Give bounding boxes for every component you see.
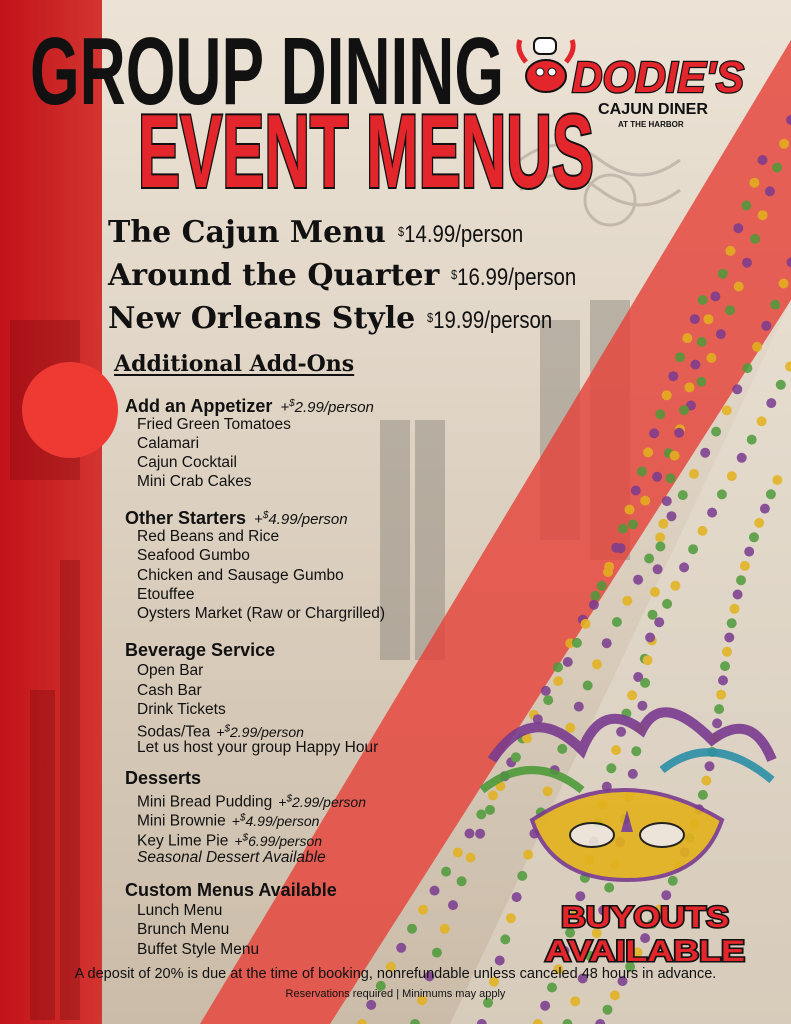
bead	[700, 448, 710, 458]
menu-name: Around the Quarter	[108, 258, 440, 293]
bead	[500, 934, 510, 944]
bead	[720, 661, 730, 671]
bead	[690, 360, 700, 370]
bead	[716, 690, 726, 700]
list-item: Calamari	[137, 435, 200, 452]
bead	[758, 210, 768, 220]
bead	[737, 453, 747, 463]
bead	[670, 581, 680, 591]
list-item: Cajun Cocktail	[137, 454, 237, 471]
item-price: +$6.99/person	[234, 832, 323, 849]
list-item: Lunch Menu	[137, 902, 223, 919]
bead	[675, 352, 685, 362]
section-custom-title: Custom Menus Available	[125, 880, 337, 900]
bead	[654, 617, 664, 627]
bead	[440, 924, 450, 934]
list-item: Mini Bread Pudding +$2.99/person	[137, 793, 366, 811]
list-item: Mini Crab Cakes	[137, 473, 252, 490]
bead	[658, 519, 668, 529]
bead	[640, 678, 650, 688]
section-price: +$4.99/person	[254, 510, 348, 528]
item-price: +$2.99/person	[278, 793, 366, 810]
bead	[779, 139, 789, 149]
bead	[741, 201, 751, 211]
bead	[682, 333, 692, 343]
bead	[655, 542, 665, 552]
logo-tag: AT THE HARBOR	[618, 120, 684, 129]
bead	[662, 599, 672, 609]
list-item: Fried Green Tomatoes	[137, 416, 291, 433]
bead	[727, 618, 737, 628]
section-appetizer-title: Add an Appetizer +$2.99/person	[125, 396, 374, 416]
bead	[750, 234, 760, 244]
bead	[772, 475, 782, 485]
bead	[597, 581, 607, 591]
bead	[744, 547, 754, 557]
bead	[633, 575, 643, 585]
bead	[396, 943, 406, 953]
bead	[643, 447, 653, 457]
bead	[685, 382, 695, 392]
list-item: Key Lime Pie +$6.99/person	[137, 832, 323, 850]
menu-price: $14.99/person	[397, 221, 524, 248]
bead	[698, 526, 708, 536]
bead	[727, 471, 737, 481]
bead	[407, 924, 417, 934]
bead	[448, 900, 458, 910]
bead	[655, 532, 665, 542]
bead	[770, 300, 780, 310]
list-item: Drink Tickets	[137, 701, 226, 718]
bead	[648, 610, 658, 620]
bead	[711, 427, 721, 437]
bead	[776, 380, 786, 390]
bead	[553, 676, 563, 686]
bead	[625, 505, 635, 515]
bead	[724, 633, 734, 643]
bead	[742, 258, 752, 268]
bead	[690, 314, 700, 324]
bead	[563, 657, 573, 667]
bead	[540, 1001, 550, 1011]
bead	[733, 223, 743, 233]
addons-title: Additional Add-Ons	[114, 351, 355, 377]
reservation-notes: Reservations required | Minimums may apply	[285, 988, 506, 1000]
bead	[707, 508, 717, 518]
bead	[670, 451, 680, 461]
bead	[765, 186, 775, 196]
bead	[766, 398, 776, 408]
bead	[689, 469, 699, 479]
bead	[752, 342, 762, 352]
list-item: Seafood Gumbo	[137, 547, 250, 564]
bead	[779, 279, 789, 289]
bead	[655, 409, 665, 419]
bead	[604, 562, 614, 572]
bead	[622, 596, 632, 606]
bead	[430, 886, 440, 896]
bead	[652, 472, 662, 482]
bead	[740, 561, 750, 571]
dodies-logo	[516, 32, 751, 134]
bead	[749, 178, 759, 188]
mardi-gras-mask-icon	[462, 700, 791, 900]
bead	[733, 590, 743, 600]
bead	[662, 496, 672, 506]
bead	[722, 405, 732, 415]
menu-around-quarter	[108, 258, 599, 293]
buyouts-line1: BUYOUTS	[561, 901, 729, 934]
section-beverage-title: Beverage Service	[125, 640, 276, 660]
bead	[706, 353, 716, 363]
bead	[441, 867, 451, 877]
list-item: Sodas/Tea +$2.99/person	[137, 723, 304, 741]
bead	[757, 416, 767, 426]
bead	[650, 587, 660, 597]
bead	[418, 905, 428, 915]
bead	[766, 489, 776, 499]
bead	[506, 913, 516, 923]
bead	[611, 543, 621, 553]
bead	[583, 681, 593, 691]
list-item: Open Bar	[137, 662, 204, 679]
bead	[678, 490, 688, 500]
bead	[716, 329, 726, 339]
bead	[640, 496, 650, 506]
list-item: Mini Brownie +$4.99/person	[137, 812, 320, 830]
bead	[432, 948, 442, 958]
menu-name: The Cajun Menu	[108, 215, 386, 250]
bead	[732, 384, 742, 394]
bead	[668, 371, 678, 381]
bead	[725, 305, 735, 315]
bead	[718, 675, 728, 685]
item-price: +$4.99/person	[231, 812, 320, 829]
bead	[662, 390, 672, 400]
menu-name: New Orleans Style	[108, 301, 416, 336]
list-item: Etouffee	[137, 586, 195, 603]
bead	[618, 524, 628, 534]
menu-price: $16.99/person	[451, 264, 577, 291]
bead	[666, 473, 676, 483]
bead	[710, 291, 720, 301]
section-desserts-title: Desserts	[125, 768, 202, 788]
bead	[718, 269, 728, 279]
list-item: Chicken and Sausage Gumbo	[137, 567, 344, 584]
bead	[628, 519, 638, 529]
bead	[653, 564, 663, 574]
bead	[627, 690, 637, 700]
section-starters-title: Other Starters +$4.99/person	[125, 508, 348, 528]
item-price: +$2.99/person	[216, 723, 304, 740]
bead	[667, 511, 677, 521]
bead	[697, 337, 707, 347]
bead	[612, 617, 622, 627]
bead	[572, 638, 582, 648]
bead	[734, 282, 744, 292]
menu-cajun	[108, 215, 545, 250]
bead	[592, 659, 602, 669]
bead	[581, 619, 591, 629]
bead	[553, 662, 563, 672]
bead	[717, 489, 727, 499]
bead	[742, 363, 752, 373]
bead	[631, 486, 641, 496]
bead	[679, 562, 689, 572]
list-item: Buffet Style Menu	[137, 941, 260, 958]
bead	[644, 554, 654, 564]
section-price: +$2.99/person	[280, 398, 374, 416]
logo-sub: CAJUN DINER	[598, 101, 709, 118]
buyouts-line2: AVAILABLE	[545, 935, 745, 967]
crawfish-chef-icon	[519, 38, 573, 92]
bead	[643, 655, 653, 665]
list-item: Seasonal Dessert Available	[137, 849, 326, 866]
list-item: Red Beans and Rice	[137, 528, 280, 545]
bead	[730, 604, 740, 614]
bead	[749, 532, 759, 542]
bead	[736, 575, 746, 585]
logo-name: DODIE'S	[572, 53, 744, 102]
menu-price: $19.99/person	[427, 307, 553, 334]
bead	[696, 377, 706, 387]
bead	[703, 314, 713, 324]
bead	[754, 518, 764, 528]
bead	[602, 638, 612, 648]
bead	[747, 435, 757, 445]
bead	[760, 504, 770, 514]
bead	[758, 155, 768, 165]
list-item: Brunch Menu	[137, 921, 230, 938]
bead	[722, 647, 732, 657]
bead	[637, 467, 647, 477]
bead	[649, 428, 659, 438]
bead	[674, 428, 684, 438]
list-item: Cash Bar	[137, 682, 202, 699]
bead	[772, 163, 782, 173]
title-line2-text: EVENT MENUS	[138, 95, 594, 205]
buyouts-badge	[540, 897, 750, 967]
bead	[495, 956, 505, 966]
bead	[761, 321, 771, 331]
menu-new-orleans	[108, 301, 575, 336]
list-item: Oysters Market (Raw or Chargrilled)	[137, 605, 386, 622]
title-line1-text: GROUP DINING	[30, 22, 505, 122]
bead	[603, 1005, 613, 1015]
bead	[541, 686, 551, 696]
bead	[688, 544, 698, 554]
bead	[366, 1000, 376, 1010]
bead	[589, 600, 599, 610]
bead	[726, 246, 736, 256]
deposit-notice: A deposit of 20% is due at the time of booking, nonrefundable unless canceled 48 hours in advance.	[74, 966, 717, 982]
bead	[698, 295, 708, 305]
bead	[590, 591, 600, 601]
bead	[645, 633, 655, 643]
list-item: Let us host your group Happy Hour	[137, 739, 379, 756]
bead	[679, 405, 689, 415]
